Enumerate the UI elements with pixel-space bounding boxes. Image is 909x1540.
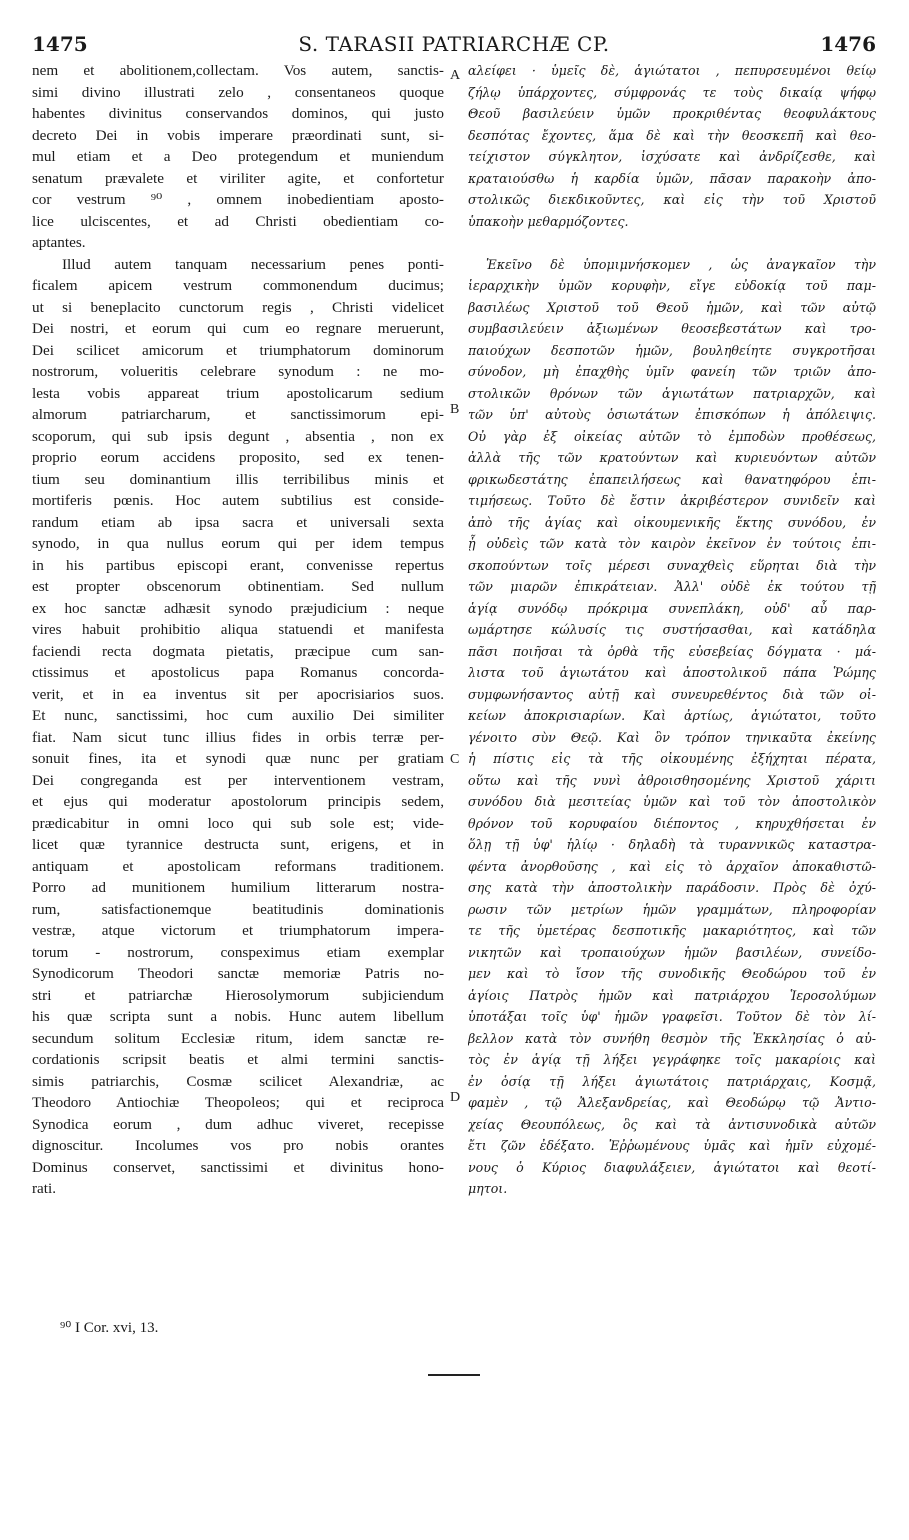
greek-line: ἁγίᾳ συνόδῳ πρόκριμα συνεπλάκη, οὐδ' αὖ παρ- xyxy=(468,600,876,616)
greek-line: ρωσιν τῶν μετρίων ἡμῶν γραμμάτων, πληροφορίαν xyxy=(468,901,876,917)
greek-line: Οὐ γὰρ ἐξ οἰκείας αὐτῶν τὸ ἐμποδὼν προθέσεως, xyxy=(468,428,876,444)
latin-line: almorum patriarcharum, et sanctissimorum epi- xyxy=(32,406,444,423)
greek-line: ἀλλὰ τῆς τῶν κρατούντων καὶ κυριευόντων αὐτῶν xyxy=(468,450,876,465)
greek-line: οὕτω καὶ τῆς νυνὶ ἀθροισθησομένης Χριστοῦ χάριτι xyxy=(468,772,876,788)
margin-marker-b: B xyxy=(450,402,460,417)
greek-line: Ἐκεῖνο δὲ ὑπομιμνήσκομεν , ὡς ἀναγκαῖον τὴν xyxy=(486,256,876,272)
latin-line: decreto Dei in vobis imperare præordinati sunt, si- xyxy=(32,126,444,144)
page-header xyxy=(32,32,876,62)
latin-line: prædicabitur in omni loco qui sub sole est; vide- xyxy=(32,814,444,832)
greek-line: τείχιστον σύγκλητον, ἰσχύσατε καὶ ἀνδρίζεσθε, καὶ xyxy=(468,149,876,164)
greek-line: ἔτι ζῶν ἐδέξατο. Ἐῤῥωμένους ὑμᾶς καὶ ἡμῖν εὐχομέ- xyxy=(468,1138,876,1153)
latin-line: nem et abolitionem,collectam. Vos autem, sanctis- xyxy=(32,62,444,79)
latin-line: scoporum, qui sub ipsis degunt , absentia , non ex xyxy=(32,427,444,445)
latin-line: faciendi recta dogmata pietatis, præcipue cum san- xyxy=(32,642,444,660)
greek-line: νικητῶν καὶ τροπαιούχων ἡμῶν βασιλέων, συνείδο- xyxy=(468,944,876,960)
latin-line: vires habuit prohibitio aliqua statuendi et manifesta xyxy=(32,621,444,638)
greek-line: στολικῶν θρόνων τῶν ἁγιωτάτων πατριαρχῶν, καὶ xyxy=(468,385,876,401)
latin-line: in his partibus episcopi erant, convenisse repertus xyxy=(32,556,444,574)
greek-line: συνόδου διὰ μεσιτείας ὑμῶν καὶ τοῦ τὸν ἀποστολικὸν xyxy=(468,794,876,809)
latin-line: aptantes. xyxy=(32,234,86,251)
latin-line: Synodica eorum , dum adhuc viveret, recepisse xyxy=(32,1115,444,1133)
greek-line: τὸς ἐν ἁγίᾳ τῇ λήξει γεγράφηκε τοῖς μακαρίοις καὶ xyxy=(468,1052,876,1067)
latin-line: Dei scilicet amicorum et triumphatorum dominorum xyxy=(32,341,444,359)
greek-line: σύνοδον, μὴ ἐπαχθὴς ὑμῖν φανείη τῶν τριῶν ἀπο- xyxy=(468,364,876,379)
latin-line: sonuit fines, ita et synodi quæ nunc per gratiam xyxy=(32,750,444,767)
greek-line: ζήλῳ ὑπάρχοντες, σύμφρονάς τε τοὺς δικαίᾳ ψήφῳ xyxy=(468,84,876,100)
latin-line: Dei congreganda est per interventionem vestram, xyxy=(32,771,444,789)
greek-line: κείων ἀποκρισιαρίων. Καὶ ἀρτίως, ἁγιώτατοι, τοῦτο xyxy=(468,708,876,723)
greek-line: νους ὁ Κύριος διαφυλάξειεν, ἁγιώτατοι καὶ θεοτί- xyxy=(468,1159,876,1175)
latin-line: cordationis scripsit beatis et almi termini sanctis- xyxy=(32,1051,444,1068)
latin-line: ctissimus et apostolicus papa Romanus concorda- xyxy=(32,664,444,681)
page-number-left: 1475 xyxy=(32,32,88,56)
greek-line: μεν καὶ τὸ ἴσον τῆς συνοδικῆς Θεοδώρου τοῦ ἐν xyxy=(468,966,876,981)
latin-line: secundum solitum Ecclesiæ ritum, idem sanctæ re- xyxy=(32,1029,444,1047)
greek-line: ἡ πίστις εἰς τὰ τῆς οἰκουμένης ἐξήχηται πέρατα, xyxy=(468,751,876,766)
greek-line: ἱεραρχικὴν ὑμῶν κορυφὴν, εἴγε εὐδοκίᾳ τοῦ παμ- xyxy=(468,278,876,293)
latin-line: nostrorum, volueritis celebrare synodum : ne mo- xyxy=(32,363,444,380)
greek-line: γένοιτο σὺν Θεῷ. Καὶ ὃν τρόπον τηνικαῦτα ἐκείνης xyxy=(468,729,876,745)
greek-line: ἁγίοις Πατρὸς ἡμῶν καὶ πατριάρχου Ἱεροσολύμων xyxy=(468,987,876,1003)
page-number-right: 1476 xyxy=(820,32,876,56)
latin-line: cor vestrum ⁹⁰ , omnem inobedientiam aposto- xyxy=(32,191,444,208)
latin-line: mortiferis pœnis. Hoc autem subtilius est conside- xyxy=(32,492,444,509)
greek-line: ωμάρτησε κώλυσίς τις συστήσασθαι, καὶ κατάδηλα xyxy=(468,622,876,637)
footnote: ⁹⁰ I Cor. xvi, 13. xyxy=(60,1320,159,1336)
latin-line: rum, satisfactionemque beatitudinis dominationis xyxy=(32,900,444,918)
greek-line: ἐν ὁσίᾳ τῇ λήξει ἁγιωτάτοις πατριάρχαις, Κοσμᾷ, xyxy=(468,1073,876,1089)
margin-marker-d: D xyxy=(450,1090,461,1105)
greek-line: χείας Θεουπόλεως, ὃς καὶ τὰ ἀντισυνοδικὰ αὐτῶν xyxy=(468,1116,876,1132)
greek-column xyxy=(468,60,876,1200)
latin-line: Theodoro Antiochiæ Theopoleos; qui et reciproca xyxy=(32,1094,444,1111)
latin-line: senatum prævalete et viriliter agite, et confortetur xyxy=(32,169,444,187)
latin-line: ut si beneplacito cunctorum regis , Christi videlicet xyxy=(32,298,444,316)
latin-line: simis patriarchis, Cosmæ scilicet Alexandriæ, ac xyxy=(32,1072,444,1090)
greek-blank-line xyxy=(468,232,876,254)
latin-line: antiquam et apostolicam reformans traditionem. xyxy=(32,857,444,875)
latin-line: est propter obscenorum obtinentiam. Sed nullum xyxy=(32,578,444,595)
latin-line: fiat. Nam sicut tunc illius fides in orbis terræ per- xyxy=(32,728,444,746)
latin-line: licet quæ tyrannice destructa sunt, erigens, et in xyxy=(32,836,444,853)
greek-line: συμφωνήσαντος αὐτῇ καὶ συνευρεθέντος διὰ τῶν οἰ- xyxy=(468,686,876,702)
latin-line: et ejus qui moderatur apostolorum principis sedem, xyxy=(32,793,444,810)
latin-line: Synodicorum Theodori sanctæ memoriæ Patris no- xyxy=(32,965,444,982)
latin-line: his quæ scripta sunt a nobis. Hunc autem libellum xyxy=(32,1008,444,1025)
latin-line: dignoscitur. Incolumes vos pro nobis orantes xyxy=(32,1137,444,1154)
latin-line: tium seu dominantium illis terribilibus minis et xyxy=(32,470,444,488)
latin-line: Illud autem tanquam necessarium penes ponti- xyxy=(62,255,444,273)
greek-line: ὑπακοὴν μεθαρμόζοντες. xyxy=(468,213,629,229)
greek-line: φρικωδεστάτης ἐπαπειλήσεως καὶ θανατηφόρου ἐπι- xyxy=(468,471,876,487)
end-rule xyxy=(428,1374,480,1376)
greek-line: ὑποτάξαι τοῖς ὑφ' ἡμῶν γραφεῖσι. Τοῦτον δὲ τὸν λί- xyxy=(468,1009,876,1024)
greek-line: συμβασιλεύειν ἀξιωμένων θεοσεβεστάτων καὶ τρο- xyxy=(468,321,876,336)
latin-line: rati. xyxy=(32,1180,57,1197)
latin-line: simi divino illustrati zelo , consentaneos quoque xyxy=(32,83,444,101)
greek-line: θρόνον τοῦ κορυφαίου διέποντος , κηρυχθήσεται ἐν xyxy=(468,815,876,831)
greek-line: μητοι. xyxy=(468,1181,508,1196)
greek-line: αλείφει · ὑμεῖς δὲ, ἁγιώτατοι , πεπυρσευμένοι θείῳ xyxy=(468,63,876,78)
latin-line: randum etiam ab ipsa sacra et universali sexta xyxy=(32,513,444,531)
greek-line: Θεοῦ βασιλεύειν ὑμῶν προκριθέντας θεοφυλάκτους xyxy=(468,106,876,121)
latin-line: vestræ, atque victorum et triumphatorum impera- xyxy=(32,922,444,939)
latin-line: synodo, in qua nullus eorum qui per idem tempus xyxy=(32,535,444,552)
latin-line: Et nunc, sanctissimi, hoc cum auxilio Dei similiter xyxy=(32,707,444,724)
greek-line: λιστα τοῦ ἁγιωτάτου καὶ ἀποστολικοῦ πάπα Ῥώμης xyxy=(468,665,876,680)
margin-marker-c: C xyxy=(450,752,460,767)
latin-column xyxy=(32,60,444,1200)
latin-line: proprio eorum accidens proposito, sed ex tenen- xyxy=(32,449,444,466)
greek-line: σης κατὰ τὴν ἀποστολικὴν παράδοσιν. Πρὸς δὲ ὀχύ- xyxy=(468,880,876,895)
latin-line: verit, et in ea inventus sit per apocrisiarios suos. xyxy=(32,685,444,703)
greek-line: φέντα ἀνορθοῦσης , καὶ εἰς τὸ ἀρχαῖον ἀποκαθιστῶ- xyxy=(468,858,876,874)
latin-line: Porro ad munitionem humilium litterarum nostra- xyxy=(32,879,444,896)
greek-line: τῶν μιαρῶν ἐπικράτειαν. Ἀλλ' οὐδὲ ἐκ τούτου τῇ xyxy=(468,579,876,594)
greek-line: βασιλέως Χριστοῦ τοῦ Θεοῦ ἡμῶν, καὶ τῶν αὐτῷ xyxy=(468,299,876,315)
greek-line: βελλον κατὰ τὸν συνήθη θεσμὸν τῆς Ἐκκλησίας ὁ αὐ- xyxy=(468,1030,876,1046)
greek-line: τῶν ὑπ' αὐτοὺς ὁσιωτάτων ἐπισκόπων ἡ ἀπόλειψις. xyxy=(468,407,876,422)
greek-line: φαμὲν , τῷ Ἀλεξανδρείας, καὶ Θεοδώρῳ τῷ Ἀντιο- xyxy=(468,1095,876,1110)
latin-line: torum - nostrorum, conspeximus etiam exemplar xyxy=(32,943,444,961)
latin-line: mul etiam et a Deo protegendum et muniendum xyxy=(32,148,444,165)
greek-line: στολικῶς διεκδικοῦντες, καὶ εἰς τὴν τοῦ Χριστοῦ xyxy=(468,192,876,207)
latin-line: ex hoc sanctæ adhæsit synodo præjudicium : neque xyxy=(32,599,444,617)
latin-line: ficalem apicem vestrum commonendum ducimus; xyxy=(32,277,444,294)
greek-line: κραταιούσθω ἡ καρδία ὑμῶν, πᾶσαν παρακοὴν ἀπο- xyxy=(468,170,876,186)
latin-line: stri et patriarchæ Hierosolymorum subjiciendum xyxy=(32,986,444,1004)
greek-line: ἀπὸ τῆς ἁγίας καὶ οἰκουμενικῆς ἕκτης συνόδου, ἐν xyxy=(468,514,876,530)
greek-line: τε τῆς ὑμετέρας δεσποτικῆς μακαριότητος, καὶ τῶν xyxy=(468,923,876,938)
latin-line: Dei nostri, et eorum qui cum eo regnare meruerunt, xyxy=(32,320,444,337)
margin-marker-a: A xyxy=(450,68,461,83)
latin-line: lesta vobis appareat trium apostolicarum sedium xyxy=(32,384,444,402)
greek-line: τιμήσεως. Τοῦτο δὲ ἔστιν ἀκριβέστερον συνιδεῖν καὶ xyxy=(468,493,876,508)
running-title: S. TARASII PATRIARCHÆ CP. xyxy=(298,32,610,56)
greek-line: παιούχων δεσποτῶν ἡμῶν, βουληθείητε συγκροτῆσαι xyxy=(468,342,876,358)
greek-line: σκοπούντων τοῖς μέρεσι συναχθεὶς εὕρηται διὰ τὴν xyxy=(468,557,876,573)
greek-line: ὅλῃ τῇ ὑφ' ἡλίῳ · δηλαδὴ τὰ τυραννικῶς καταστρα- xyxy=(468,837,876,852)
greek-line: πᾶσι ποιῆσαι τὰ ὀρθὰ τῆς εὐσεβείας δόγματα · μά- xyxy=(468,643,876,659)
latin-line: habentes divinitus conservandos dominos, qui justo xyxy=(32,105,444,122)
latin-line: lice ulciscentes, et ad Christi obedientiam co- xyxy=(32,212,444,230)
greek-line: ᾗ οὐδεὶς τῶν κατὰ τὸν καιρὸν ἐκεῖνον ἐν τούτοις ἐπι- xyxy=(468,536,876,551)
latin-line: Dominus conservet, sanctissimi et divinitus hono- xyxy=(32,1158,444,1176)
greek-line: δεσπότας ἔχοντες, ἅμα δὲ καὶ τὴν θεοσκεπῆ καὶ θεο- xyxy=(468,127,876,143)
